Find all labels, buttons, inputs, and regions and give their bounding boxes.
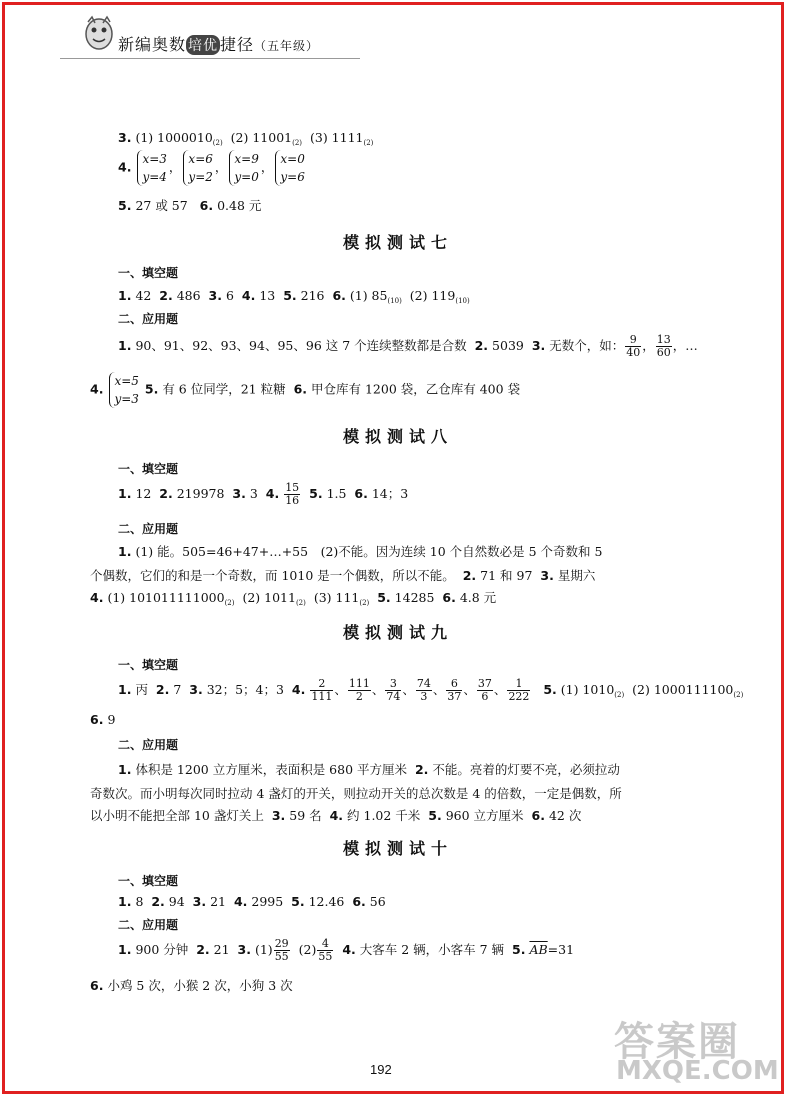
- fraction: $\frac{29}{55}$: [274, 937, 289, 963]
- book-title: 新编奥数 培优 捷径（五年级）: [118, 35, 320, 54]
- test10-app-line1: 1. 900 分钟 2. 21 3. (1) $\frac{29}{55}$ (2) $\frac{4}{55}$ 4. 大客车 2 辆，小客车 7 辆 5. $\overline{AB}=31$: [118, 937, 575, 963]
- grade-label: （五年级）: [254, 39, 320, 53]
- test8-fill-answers: 1. 12 2. 219978 3. 3 4. $\frac{15}{16}$ 5. 1.5 6. 14；3: [118, 481, 409, 507]
- equation-system: x=0 y=6: [275, 150, 304, 186]
- fraction: $\frac{4}{55}$: [318, 937, 333, 963]
- test7-app-line2: 4. x=5 y=3 5. 有 6 位同学，21 粒糖 6. 甲仓库有 1200 袋，乙仓库有 400 袋: [90, 374, 521, 406]
- test9-app-line2: 奇数次。而小明每次同时拉动 4 盏灯的开关，则拉动开关的总次数是 4 的倍数，一定是偶数，所: [90, 786, 622, 801]
- fraction: $\frac{9}{40}$: [626, 333, 641, 359]
- test10-app-line2: 6. 小鸡 5 次，小猴 2 次，小狗 3 次: [90, 978, 293, 993]
- fraction: $\frac{6}{37}$: [447, 677, 462, 703]
- section-title-test10: 模拟测试十: [342, 839, 453, 858]
- header-divider: [60, 58, 360, 59]
- section-title-test8: 模拟测试八: [342, 427, 453, 446]
- equation-system: x=5 y=3: [109, 372, 138, 408]
- test8-app-line3: 4. (1) $101011111000_{(2)}$ (2) $1011_{(2)}$ (3) $111_{(2)}$ 5. 14285 6. 4.8 元: [90, 590, 497, 607]
- application-heading: 二、应用题: [118, 522, 179, 536]
- application-heading: 二、应用题: [118, 312, 179, 326]
- test9-fill-answer-6: 6. 9: [90, 712, 116, 727]
- application-heading: 二、应用题: [118, 738, 179, 752]
- fraction: $\frac{37}{6}$: [477, 677, 492, 703]
- test8-app-line1: 1. (1) 能。505=46+47+…+55 (2)不能。因为连续 10 个自然数必是 5 个奇数和 5: [118, 544, 603, 559]
- prev-answer-3: 3. (1) $1000010_{(2)}$ (2) $11001_{(2)}$ (3) $1111_{(2)}$: [118, 130, 374, 147]
- test8-app-line2: 个偶数，它们的和是一个奇数，而 1010 是一个偶数，所以不能。 2. 71 和 97 3. 星期六: [90, 568, 596, 583]
- equation-system: x=3 y=4: [137, 150, 166, 186]
- fill-heading: 一、填空题: [118, 266, 179, 280]
- equation-system: x=9 y=0: [229, 150, 258, 186]
- title-highlight: 培优: [186, 35, 220, 55]
- application-heading: 二、应用题: [118, 918, 179, 932]
- fill-heading: 一、填空题: [118, 462, 179, 476]
- watermark-logo: 答案圈 MXQE.COM: [614, 1019, 779, 1086]
- fill-heading: 一、填空题: [118, 874, 179, 888]
- fill-heading: 一、填空题: [118, 658, 179, 672]
- test7-app-line1: 1. 90、91、92、93、94、95、96 这 7 个连续整数都是合数 2. 5039 3. 无数个，如： $\frac{9}{40}$ ， $\frac{13}{60}$ ，…: [118, 333, 698, 359]
- fraction: $\frac{15}{16}$: [285, 481, 300, 507]
- fraction: $\frac{74}{3}$: [416, 677, 431, 703]
- fraction: $\frac{1}{222}$: [508, 677, 530, 703]
- test9-app-line3: 以小明不能把全部 10 盏灯关上 3. 59 名 4. 约 1.02 千米 5. 960 立方厘米 6. 42 次: [90, 808, 582, 823]
- fraction: $\frac{2}{111}$: [311, 677, 333, 703]
- test10-fill-answers: 1. 8 2. 94 3. 21 4. 2995 5. 12.46 6. 56: [118, 894, 386, 909]
- fraction: $\frac{111}{2}$: [348, 677, 370, 703]
- fraction: $\frac{13}{60}$: [656, 333, 671, 359]
- section-title-test9: 模拟测试九: [342, 623, 453, 642]
- test9-fill-answers: 1. 丙 2. 7 3. 32；5；4；3 4. $\frac{2}{111}$ 、 $\frac{111}{2}$ 、 $\frac{3}{74}$ 、 $\frac{74}{3}$ 、 $\frac{6}{37}$ 、 $\frac{37}{6}$ 、 $\frac{1}{222}$ 5. (1) $1010_{(2)}$ (2) $1000111100_{(2)}$: [118, 677, 744, 703]
- prev-answer-5-6: 5. 27 或 57 6. 0.48 元: [118, 198, 262, 213]
- fraction: $\frac{3}{74}$: [386, 677, 401, 703]
- test7-fill-answers: 1. 42 2. 486 3. 6 4. 13 5. 216 6. (1) $85_{(10)}$ (2) $119_{(10)}$: [118, 288, 470, 305]
- test9-app-line1: 1. 体积是 1200 立方厘米，表面积是 680 平方厘米 2. 不能。亮着的灯要不亮，必须拉动: [118, 762, 620, 777]
- ab-overline: $\overline{AB}$: [529, 942, 548, 957]
- mascot-logo-icon: [80, 14, 118, 54]
- equation-system: x=6 y=2: [183, 150, 212, 186]
- prev-answer-4: 4. x=3 y=4，x=6 y=2，x=9 y=0，x=0 y=6: [118, 152, 305, 184]
- page-number: 192: [370, 1062, 392, 1077]
- page-header: [60, 12, 390, 58]
- section-title-test7: 模拟测试七: [342, 233, 453, 252]
